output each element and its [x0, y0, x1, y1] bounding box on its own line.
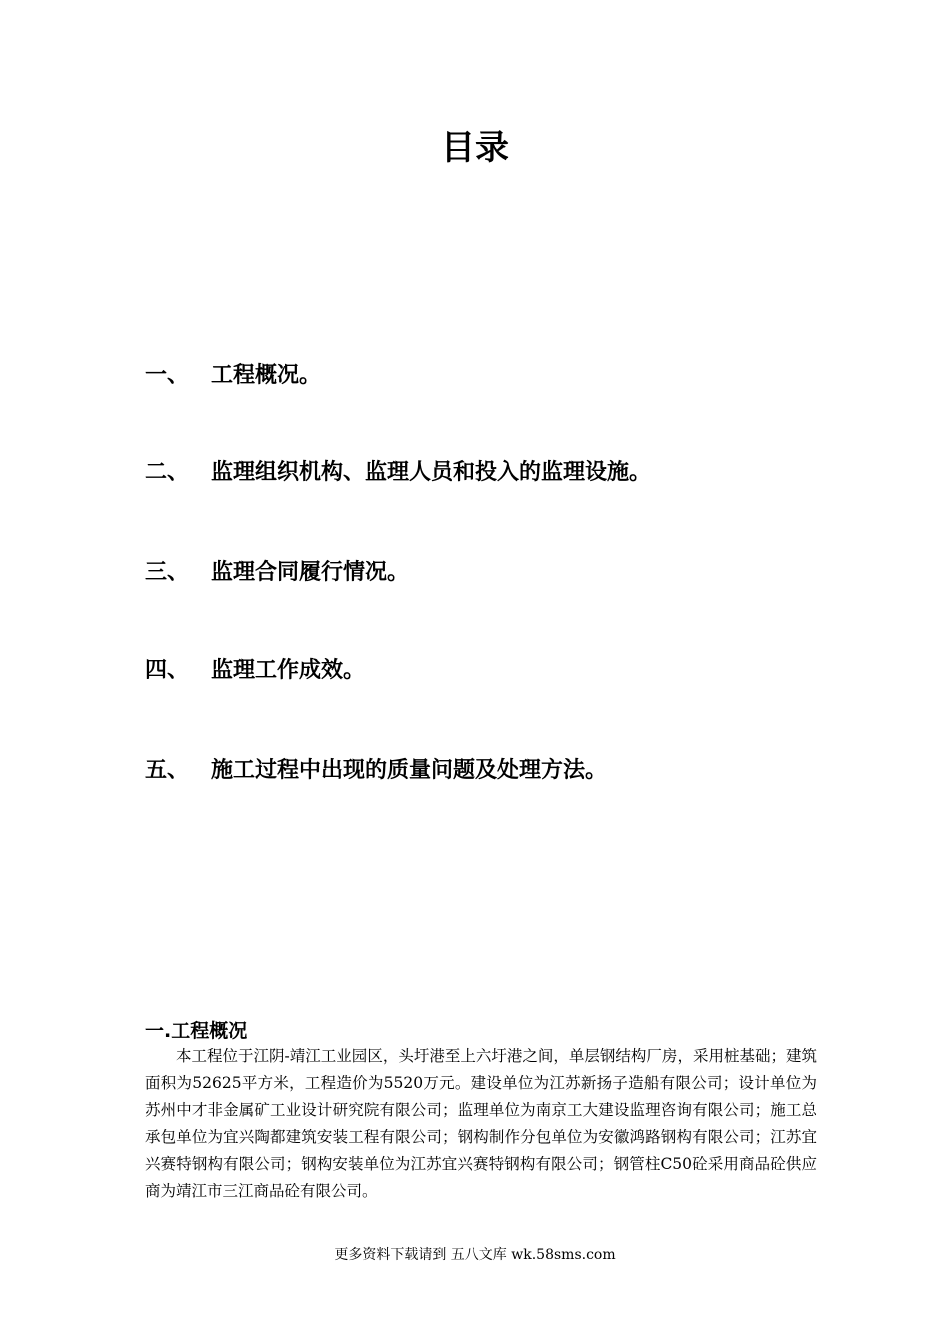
toc-item-number: 一、 — [145, 363, 190, 388]
section-heading: 一.工程概况 — [145, 1020, 248, 1042]
page-footer: 更多资料下载请到 五八文库 wk.58sms.com — [334, 1247, 616, 1263]
toc-item-number: 四、 — [145, 658, 190, 683]
toc-item-number: 二、 — [145, 460, 190, 485]
toc-item-text: 监理合同履行情况。 — [211, 560, 410, 585]
section-body-paragraph: 本工程位于江阴-靖江工业园区，头圩港至上六圩港之间，单层钢结构厂房，采用桩基础；建筑面积为52625平方米，工程造价为5520万元。建设单位为江苏新扬子造船有限公司；设计单位为苏州中才非金属矿工业设计研究院有限公司；监理单位为南京工大建设监理咨询有限公司；施工总承包单位为宜兴陶都建筑安装工程有限公司；钢构制作分包单位为安徽鸿路钢构有限公司；江苏宜兴赛特钢构有限公司；钢构安装单位为江苏宜兴赛特钢构有限公司；钢管柱C50砼采用商品砼供应商为靖江市三江商品砼有限公司。 — [145, 1047, 817, 1200]
toc-item-number: 三、 — [145, 560, 190, 585]
toc-item-text: 监理工作成效。 — [211, 658, 366, 683]
toc-item — [145, 654, 845, 688]
toc-item-number: 五、 — [145, 758, 190, 783]
toc-item — [145, 456, 845, 490]
toc-item-text: 施工过程中出现的质量问题及处理方法。 — [211, 758, 608, 783]
toc-item — [145, 754, 845, 788]
toc-item — [145, 556, 845, 590]
page-title: 目录 — [441, 128, 509, 168]
toc-item-text: 工程概况。 — [211, 363, 322, 388]
toc-item-text: 监理组织机构、监理人员和投入的监理设施。 — [211, 460, 652, 485]
toc-item — [145, 359, 845, 393]
